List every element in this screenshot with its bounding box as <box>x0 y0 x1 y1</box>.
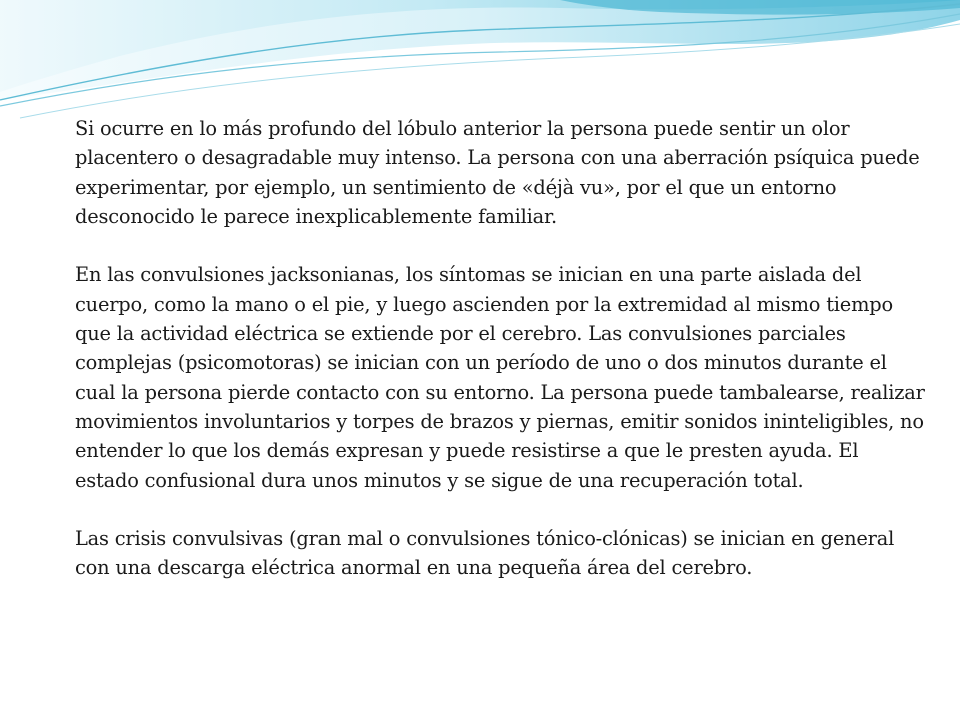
text-body <box>75 114 925 612</box>
paragraph-1: Si ocurre en lo más profundo del lóbulo anterior la persona puede sentir un olor placentero o desagradable muy intenso. La persona con una aberración psíquica puede experimentar, por ejemplo, un sentimiento de «déjà vu», por el que un entorno desconocido le parece inexplicablemente familiar. <box>75 117 920 228</box>
paragraph-3: Las crisis convulsivas (gran mal o convulsiones tónico-clónicas) se inician en general con una descarga eléctrica anormal en una pequeña área del cerebro. <box>75 527 895 580</box>
paragraph-2: En las convulsiones jacksonianas, los síntomas se inician en una parte aislada del cuerpo, como la mano o el pie, y luego ascienden por la extremidad al mismo tiempo que la actividad eléctrica se extiende por el cerebro. Las convulsiones parciales complejas (psicomotoras) se inician con un período de uno o dos minutos durante el cual la persona pierde contacto con su entorno. La persona puede tambalearse, realizar movimientos involuntarios y torpes de brazos y piernas, emitir sonidos ininteligibles, no entender lo que los demás expresan y puede resistirse a que le presten ayuda. El estado confusional dura unos minutos y se sigue de una recuperación total. <box>75 263 925 492</box>
decorative-wave-header <box>0 0 960 130</box>
